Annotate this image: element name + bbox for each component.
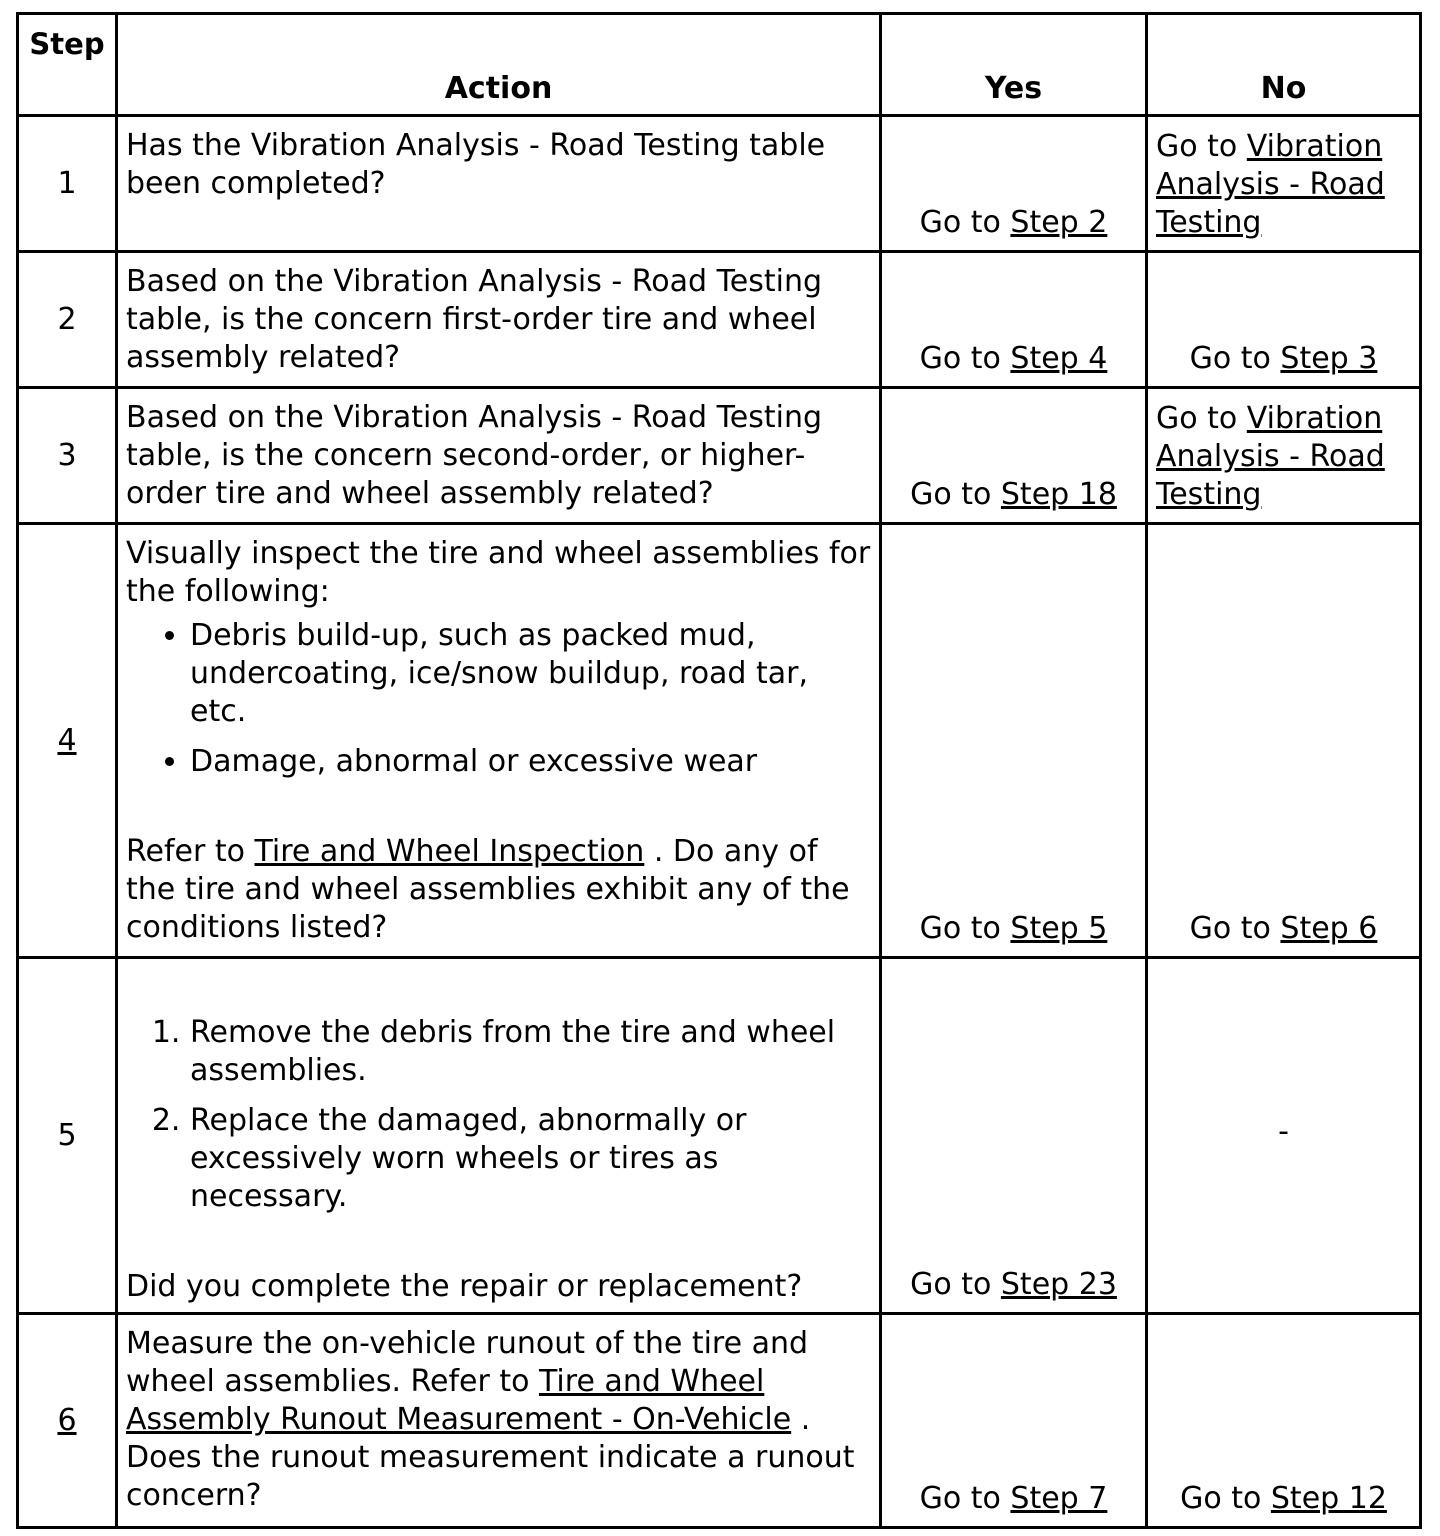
no-cell [1147, 116, 1421, 252]
action-intro: Visually inspect the tire and wheel assemblies for the following: [126, 536, 871, 609]
table-row [18, 252, 1421, 388]
no-prefix: Go to [1156, 401, 1247, 436]
yes-prefix: Go to [919, 205, 1011, 240]
action-question [126, 833, 871, 947]
header-step: Step [18, 14, 117, 116]
step-3-link[interactable]: Step 3 [1280, 341, 1378, 376]
header-no: No [1147, 14, 1421, 116]
yes-cell [881, 958, 1147, 1314]
refer-prefix: Refer to [126, 834, 255, 869]
table-row [18, 1314, 1421, 1528]
list-item: • Debris build-up, such as packed mud, undercoating, ice/snow buildup, road tar, etc. [190, 617, 871, 731]
no-prefix: Go to [1189, 911, 1281, 946]
step-number: 2 [18, 252, 117, 388]
action-prefix: Measure the on-vehicle runout of the tire and wheel assemblies. Refer to [126, 1326, 809, 1399]
header-yes: Yes [881, 14, 1147, 116]
step-6-link[interactable]: Step 6 [1280, 911, 1378, 946]
header-row [18, 14, 1421, 116]
step-4-anchor[interactable]: 4 [57, 722, 77, 758]
step-7-link[interactable]: Step 7 [1010, 1481, 1108, 1516]
yes-cell [881, 388, 1147, 524]
step-4-link[interactable]: Step 4 [1010, 341, 1108, 376]
action-cell [117, 1314, 881, 1528]
numbered-list [126, 1014, 871, 1216]
no-prefix: Go to [1189, 341, 1281, 376]
step-number [18, 524, 117, 958]
tire-wheel-inspection-link[interactable]: Tire and Wheel Inspection [254, 834, 645, 869]
yes-prefix: Go to [910, 1267, 1001, 1302]
table-row [18, 116, 1421, 252]
table-row [18, 958, 1421, 1314]
step-2-link[interactable]: Step 2 [1010, 205, 1108, 240]
yes-prefix: Go to [919, 911, 1011, 946]
action-text: Has the Vibration Analysis - Road Testing table been completed? [117, 116, 881, 252]
yes-cell [881, 116, 1147, 252]
no-cell: - [1147, 958, 1421, 1314]
bullet-list [126, 617, 871, 781]
list-item: 2. Replace the damaged, abnormally or excessively worn wheels or tires as necessary. [190, 1102, 871, 1216]
no-cell [1147, 388, 1421, 524]
header-action: Action [117, 14, 881, 116]
yes-prefix: Go to [919, 1481, 1011, 1516]
diagnostic-table [16, 12, 1422, 1529]
no-prefix: Go to [1180, 1481, 1271, 1516]
step-number: 5 [18, 958, 117, 1314]
list-item: • Damage, abnormal or excessive wear [190, 743, 871, 781]
table-row [18, 524, 1421, 958]
no-prefix: Go to [1156, 129, 1247, 164]
yes-prefix: Go to [910, 477, 1001, 512]
step-23-link[interactable]: Step 23 [1000, 1267, 1117, 1302]
no-cell [1147, 1314, 1421, 1528]
yes-cell [881, 524, 1147, 958]
step-12-link[interactable]: Step 12 [1270, 1481, 1387, 1516]
step-number: 3 [18, 388, 117, 524]
step-number [18, 1314, 117, 1528]
action-cell [117, 958, 881, 1314]
action-text: Based on the Vibration Analysis - Road Testing table, is the concern first-order tire and wheel assembly related? [117, 252, 881, 388]
yes-prefix: Go to [919, 341, 1011, 376]
step-5-link[interactable]: Step 5 [1010, 911, 1108, 946]
runout-measurement-link[interactable]: Tire and Wheel Assembly Runout Measurement - On-Vehicle [126, 1364, 792, 1437]
action-text: Based on the Vibration Analysis - Road Testing table, is the concern second-order, or higher-order tire and wheel assembly related? [117, 388, 881, 524]
action-cell [117, 524, 881, 958]
step-18-link[interactable]: Step 18 [1000, 477, 1117, 512]
no-cell [1147, 524, 1421, 958]
vibration-analysis-link[interactable]: Vibration Analysis - Road Testing [1156, 129, 1385, 240]
list-item: 1. Remove the debris from the tire and wheel assemblies. [190, 1014, 871, 1090]
no-cell [1147, 252, 1421, 388]
action-question: Did you complete the repair or replacement? [126, 1269, 803, 1304]
step-6-anchor[interactable]: 6 [57, 1402, 77, 1438]
step-number: 1 [18, 116, 117, 252]
vibration-analysis-link[interactable]: Vibration Analysis - Road Testing [1156, 401, 1385, 512]
yes-cell [881, 1314, 1147, 1528]
yes-cell [881, 252, 1147, 388]
action-suffix: . Does the runout measurement indicate a runout concern? [126, 1402, 855, 1513]
table-row [18, 388, 1421, 524]
refer-suffix: . Do any of the tire and wheel assemblies exhibit any of the conditions listed? [126, 834, 850, 945]
